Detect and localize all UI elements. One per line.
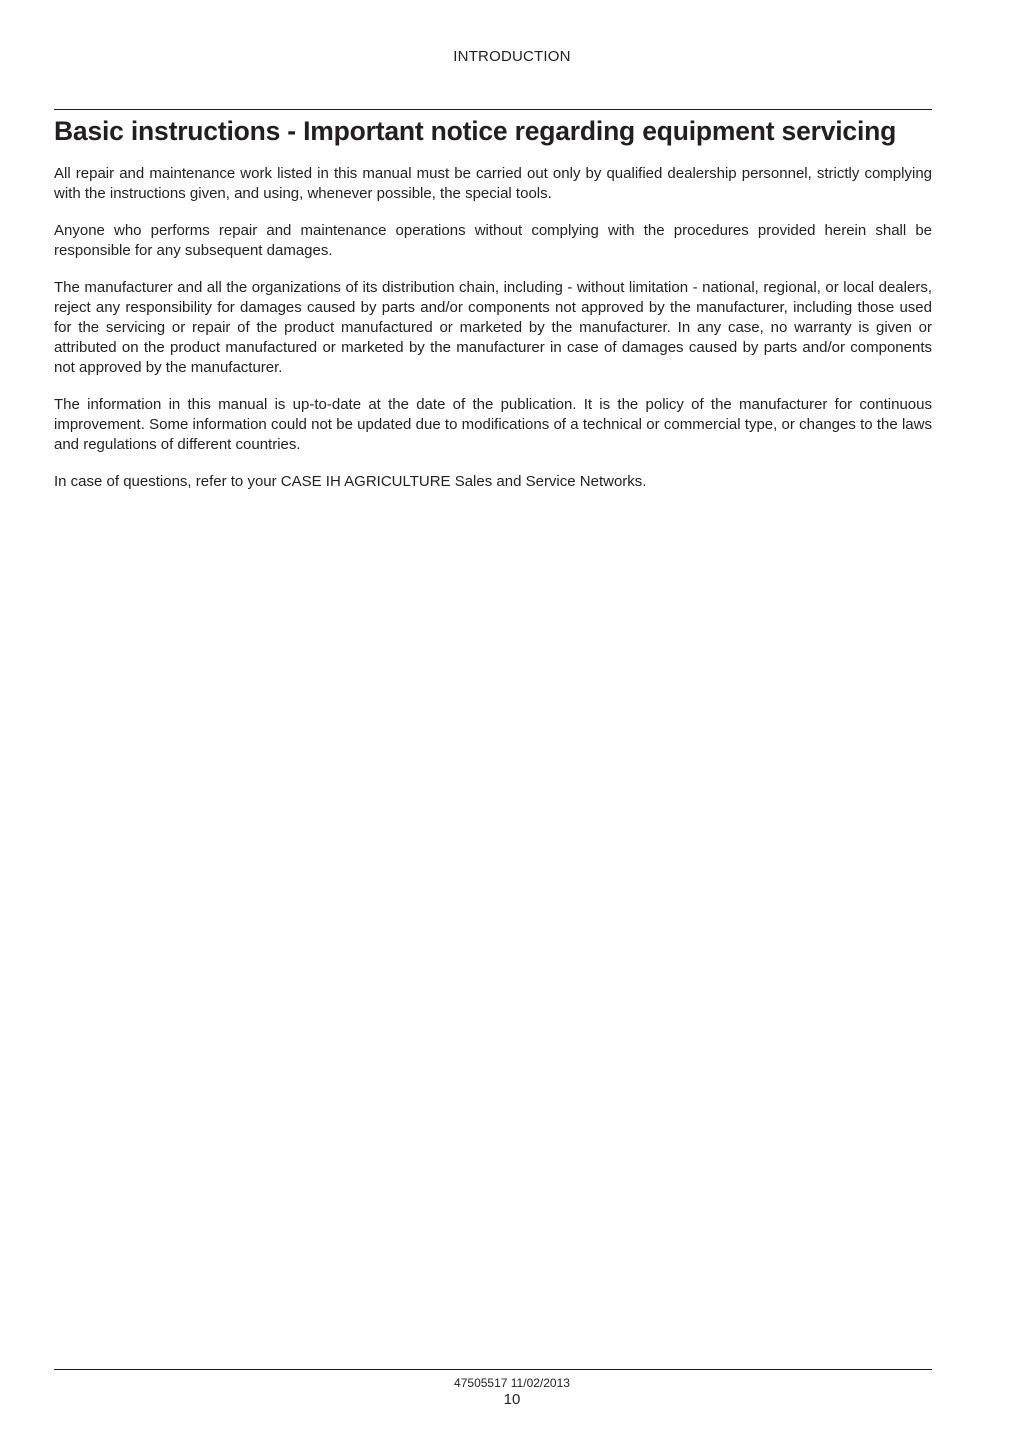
paragraph-questions: In case of questions, refer to your CASE IH AGRICULTURE Sales and Service Networks. <box>54 473 647 490</box>
running-header: INTRODUCTION <box>453 48 571 65</box>
page-title: Basic instructions - Important notice regarding equipment servicing <box>54 116 897 146</box>
footer-divider <box>54 1369 932 1370</box>
document-code: 47505517 11/02/2013 <box>454 1376 570 1390</box>
paragraph-manufacturer-disclaimer: The manufacturer and all the organizations of its distribution chain, including - without limitation - national, regional, or local dealers, reject any responsibility for damages caused by parts and/or components not approved by the manufacturer, including those used for the servicing or repair of the product manufactured or marketed by the manufacturer. In any case, no warranty is given or attributed on the product manufactured or marketed by the manufacturer in case of damages caused by parts and/or components not approved by the manufacturer. <box>54 279 932 376</box>
header-divider <box>54 109 932 110</box>
page-number: 10 <box>503 1391 521 1408</box>
paragraph-responsibility: Anyone who performs repair and maintenance operations without complying with the procedures provided herein shall be responsible for any subsequent damages. <box>54 222 932 259</box>
paragraph-information-update: The information in this manual is up-to-date at the date of the publication. It is the policy of the manufacturer for continuous improvement. Some information could not be updated due to modifications of a technical or commercial type, or changes to the laws and regulations of different countries. <box>54 396 932 453</box>
main-content <box>54 112 932 509</box>
paragraph-qualified-personnel: All repair and maintenance work listed in this manual must be carried out only by qualified dealership personnel, strictly complying with the instructions given, and using, whenever possible, the special tools. <box>54 165 932 202</box>
